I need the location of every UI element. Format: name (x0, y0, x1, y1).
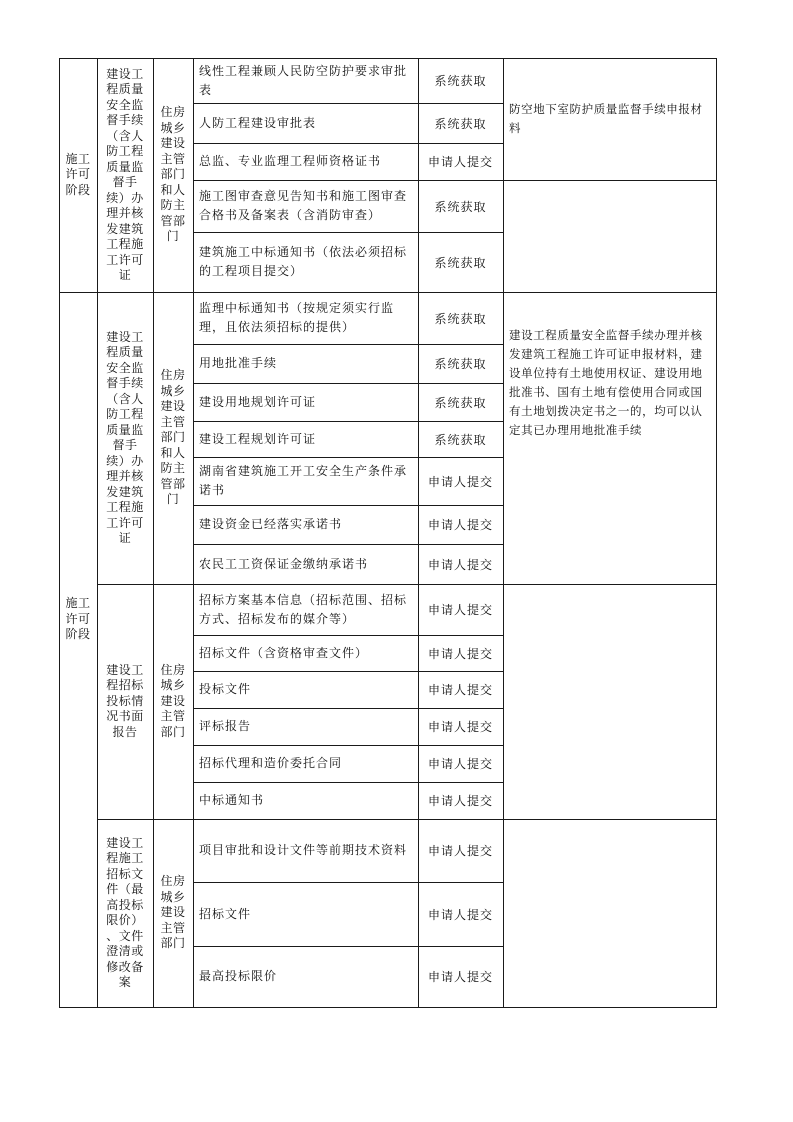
remark-cell (503, 584, 716, 819)
material-name: 项目审批和设计文件等前期技术资料 (199, 843, 408, 857)
material-name: 农民工工资保证金缴纳承诺书 (199, 556, 369, 571)
source-label: 申请人提交 (427, 683, 493, 697)
item-name: 建设工 程招标 投标情 况书面 报告 (106, 662, 144, 739)
h-rule (193, 782, 503, 783)
material-name: 评标报告 (199, 719, 252, 733)
source-label: 系统获取 (434, 395, 487, 410)
dept-cell (153, 58, 193, 292)
v-rule (716, 58, 717, 1008)
source-cell (418, 584, 503, 635)
h-rule (193, 946, 503, 947)
material-name: 招标文件 (199, 906, 252, 921)
material-cell (193, 232, 418, 292)
source-label: 申请人提交 (427, 518, 493, 532)
material-cell (193, 782, 418, 819)
remark-cell (503, 58, 716, 180)
h-rule (193, 505, 503, 506)
material-name: 招标方案基本信息（招标范围、招标方式、招标发布的媒介等） (199, 592, 408, 626)
h-rule (59, 1007, 716, 1008)
source-label: 系统获取 (434, 311, 487, 326)
source-cell (418, 383, 503, 421)
h-rule (193, 745, 503, 746)
material-name: 招标文件（含资格审查文件） (199, 645, 369, 660)
material-cell (193, 745, 418, 782)
h-rule (193, 344, 503, 345)
material-name: 建设资金已经落实承诺书 (199, 517, 343, 531)
source-label: 申请人提交 (427, 757, 493, 771)
source-cell (418, 232, 503, 292)
source-label: 申请人提交 (427, 474, 493, 489)
source-cell (418, 344, 503, 383)
h-rule (97, 292, 716, 293)
v-rule (153, 58, 154, 1008)
source-label: 申请人提交 (427, 155, 493, 169)
dept-name: 住房 城乡 建设 主管 部门 和人 防主 管部 门 (160, 368, 186, 507)
h-rule (97, 58, 716, 59)
material-name: 建设用地规划许可证 (199, 394, 317, 409)
remark-cell (503, 819, 716, 1007)
item-name: 建设工 程质量 安全监 督手续 （含人 防工程 质量监 督手 续）办 理并核 发建筑 工程施 工许可 证 (106, 329, 144, 545)
material-name: 施工图审查意见告知书和施工图审查合格书及备案表（含消防审查） (199, 189, 408, 222)
item-name: 建设工 程质量 安全监 督手续 （含人 防工程 质量监 督手 续）办 理并核 发建筑 工程施 工许可 证 (106, 66, 144, 282)
item-cell (97, 584, 153, 819)
remark-cell (503, 180, 716, 292)
material-cell (193, 457, 418, 505)
source-cell (418, 457, 503, 505)
v-rule (503, 58, 504, 1008)
source-cell (418, 421, 503, 457)
dept-name: 住房 城乡 建设 主管 部门 和人 防主 管部 门 (160, 105, 186, 244)
material-name: 最高投标限价 (199, 969, 278, 983)
item-cell (97, 58, 153, 292)
h-rule (97, 819, 716, 820)
source-cell (418, 635, 503, 671)
material-name: 湖南省建筑施工开工安全生产条件承诺书 (199, 464, 408, 497)
source-cell (418, 946, 503, 1007)
stage-label: 施工 许可 阶段 (65, 596, 91, 642)
v-rule (97, 58, 98, 1008)
h-rule (97, 584, 716, 585)
dept-name: 住房 城乡 建设 主管 部门 (160, 874, 186, 951)
source-cell (418, 143, 503, 180)
source-label: 申请人提交 (427, 557, 493, 572)
source-label: 申请人提交 (427, 970, 493, 984)
dept-cell (153, 292, 193, 584)
item-cell (97, 292, 153, 584)
material-cell (193, 946, 418, 1007)
material-name: 用地批准手续 (199, 356, 278, 370)
source-cell (418, 292, 503, 344)
material-cell (193, 635, 418, 671)
material-cell (193, 708, 418, 745)
h-rule (193, 635, 503, 636)
material-name: 建设工程规划许可证 (199, 431, 317, 446)
material-cell (193, 819, 418, 882)
material-name: 监理中标通知书（按规定须实行监理，且依法须招标的提供） (199, 301, 395, 334)
source-label: 系统获取 (434, 74, 487, 88)
source-label: 申请人提交 (427, 646, 493, 661)
source-cell (418, 782, 503, 819)
source-label: 申请人提交 (427, 720, 493, 734)
source-label: 系统获取 (434, 116, 487, 131)
material-cell (193, 58, 418, 103)
material-cell (193, 143, 418, 180)
stage-label: 施工 许可 阶段 (65, 151, 91, 197)
stage-cell (59, 292, 97, 1007)
source-cell (418, 708, 503, 745)
material-cell (193, 544, 418, 584)
source-cell (418, 505, 503, 544)
v-rule (418, 58, 419, 1008)
material-name: 人防工程建设审批表 (199, 115, 317, 130)
h-rule (193, 671, 503, 672)
v-rule (59, 58, 60, 1008)
material-cell (193, 584, 418, 635)
material-name: 建筑施工中标通知书（依法必须招标的工程项目提交） (199, 245, 408, 278)
material-name: 投标文件 (199, 682, 252, 696)
material-cell (193, 180, 418, 232)
source-label: 系统获取 (434, 432, 487, 447)
dept-name: 住房 城乡 建设 主管 部门 (160, 662, 186, 739)
source-cell (418, 882, 503, 946)
h-rule (193, 882, 503, 883)
material-name: 招标代理和造价委托合同 (199, 756, 343, 770)
source-label: 申请人提交 (427, 603, 493, 617)
material-cell (193, 671, 418, 708)
material-name: 中标通知书 (199, 793, 265, 807)
source-cell (418, 745, 503, 782)
h-rule (59, 292, 97, 293)
source-cell (418, 58, 503, 103)
material-cell (193, 103, 418, 143)
item-cell (97, 819, 153, 1007)
stage-cell (59, 58, 97, 292)
source-label: 申请人提交 (427, 844, 493, 858)
h-rule (193, 421, 503, 422)
source-label: 申请人提交 (427, 794, 493, 808)
source-cell (418, 544, 503, 584)
source-cell (418, 180, 503, 232)
source-label: 系统获取 (434, 199, 487, 214)
v-rule (193, 58, 194, 1008)
material-name: 总监、专业监理工程师资格证书 (199, 154, 382, 168)
remark-text: 建设工程质量安全监督手续办理并核发建筑工程施工许可证申报材料，建设单位持有土地使用权证、建设用地批准书、国有土地有偿使用合同或国有土地划拨决定书之一的，均可以认定其已办理用地批准手续 (509, 328, 703, 437)
source-cell (418, 671, 503, 708)
h-rule (193, 180, 503, 181)
h-rule (193, 708, 503, 709)
source-label: 系统获取 (434, 357, 487, 371)
remark-text: 防空地下室防护质量监督手续申报材料 (509, 102, 703, 135)
source-label: 系统获取 (434, 255, 487, 270)
h-rule (193, 232, 503, 233)
source-cell (418, 103, 503, 143)
h-rule (193, 457, 503, 458)
remark-cell (503, 292, 716, 584)
dept-cell (153, 584, 193, 819)
source-label: 申请人提交 (427, 907, 493, 922)
material-cell (193, 505, 418, 544)
h-rule (193, 544, 503, 545)
item-name: 建设工 程施工 招标文 件（最 高投标 限价） 、文件 澄清或 修改备 案 (106, 835, 144, 989)
material-cell (193, 383, 418, 421)
material-cell (193, 344, 418, 383)
dept-cell (153, 819, 193, 1007)
material-cell (193, 292, 418, 344)
material-cell (193, 882, 418, 946)
source-cell (418, 819, 503, 882)
h-rule (193, 103, 503, 104)
h-rule (193, 143, 503, 144)
material-name: 线性工程兼顾人民防空防护要求审批表 (199, 63, 408, 97)
h-rule (193, 383, 503, 384)
h-rule (59, 58, 97, 59)
material-cell (193, 421, 418, 457)
